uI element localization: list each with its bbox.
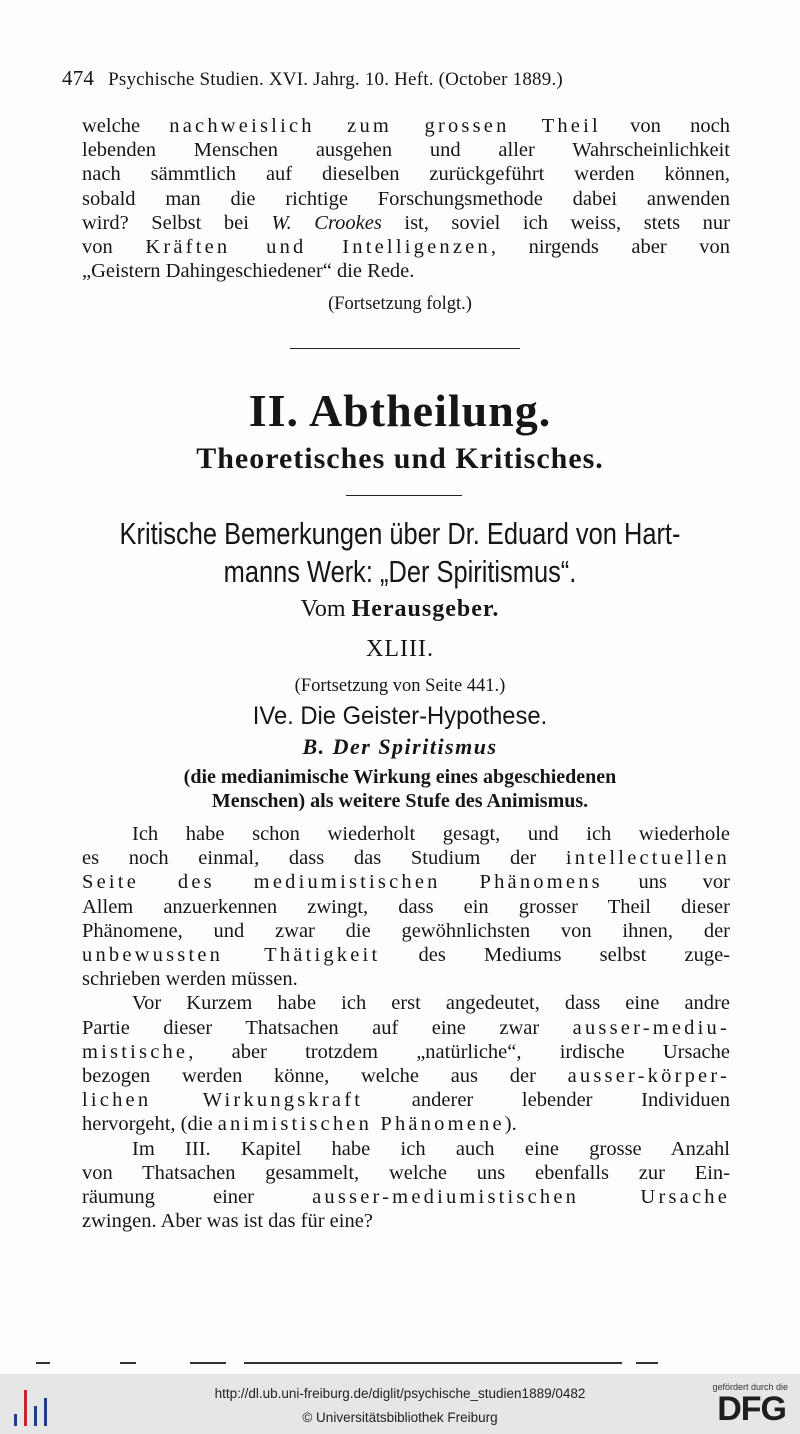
subtitle-divider bbox=[346, 495, 462, 496]
text-run: ). bbox=[504, 1113, 517, 1136]
text-line bbox=[82, 1016, 730, 1040]
continuation-note: (Fortsetzung von Seite 441.) bbox=[294, 676, 506, 696]
byline-prefix: Vom bbox=[300, 596, 346, 622]
section-title: II. Abtheilung. bbox=[248, 385, 552, 436]
text-line bbox=[82, 187, 730, 211]
text-run: sobald man die richtige Forschungsmethode dabei anwenden bbox=[82, 187, 730, 210]
running-title: Psychische Studien. XVI. Jahrg. 10. Heft. (October 1889.) bbox=[108, 69, 563, 90]
text-run: schrieben werden müssen. bbox=[82, 968, 298, 991]
permalink-url[interactable]: http://dl.ub.uni-freiburg.de/diglit/psychische_studien1889/0482 bbox=[214, 1386, 586, 1401]
subheading-line-2: Menschen) als weitere Stufe des Animismus. bbox=[211, 790, 589, 812]
text-run: des Mediums selbst zuge- bbox=[380, 944, 731, 967]
text-run: anderer lebender Individuen bbox=[363, 1089, 730, 1112]
text-line bbox=[82, 1064, 730, 1088]
fortsetzung-folgt: (Fortsetzung folgt.) bbox=[328, 294, 472, 314]
text-line bbox=[82, 1112, 730, 1136]
subheading-line-1: (die medianimische Wirkung eines abgeschiedenen bbox=[183, 766, 617, 788]
text-run: es noch einmal, dass das Studium der bbox=[82, 847, 566, 870]
copyright-notice: © Universitätsbibliothek Freiburg bbox=[302, 1410, 498, 1425]
italic-name: W. Crookes bbox=[271, 211, 382, 234]
text-run: wird? Selbst bei bbox=[82, 211, 272, 234]
text-line bbox=[82, 138, 730, 162]
text-run: hervorgeht, (die bbox=[82, 1113, 218, 1136]
running-header bbox=[62, 66, 710, 91]
spaced-emphasis: ausser-körper- bbox=[567, 1065, 730, 1088]
text-run: Allem anzuerkennen zwingt, dass ein grosser Theil dieser bbox=[82, 895, 730, 918]
top-paragraph bbox=[82, 114, 730, 283]
dfg-logo: DFG bbox=[717, 1390, 786, 1428]
spaced-emphasis: Seite des mediumistischen Phänomens bbox=[82, 871, 603, 894]
text-line bbox=[82, 1088, 730, 1112]
text-line bbox=[82, 991, 730, 1015]
text-run: von noch bbox=[600, 115, 730, 137]
text-line bbox=[82, 846, 730, 870]
text-line bbox=[82, 870, 730, 894]
text-line bbox=[82, 235, 730, 259]
text-line bbox=[82, 259, 730, 283]
text-line bbox=[82, 114, 730, 138]
article-number: XLIII. bbox=[366, 636, 434, 662]
spaced-emphasis: animistischen Phänomene bbox=[217, 1113, 505, 1136]
page-number: 474 bbox=[62, 66, 95, 90]
funder-note: gefördert durch die bbox=[712, 1382, 788, 1392]
article-title-line-2: manns Werk: „Der Spiritismus“. bbox=[223, 554, 577, 589]
text-line bbox=[82, 895, 730, 919]
text-line bbox=[82, 1137, 730, 1161]
text-run: von bbox=[82, 236, 146, 259]
spaced-emphasis: unbewussten Thätigkeit bbox=[82, 944, 381, 967]
text-line bbox=[82, 211, 730, 235]
text-run: Partie dieser Thatsachen auf eine zwar bbox=[82, 1016, 573, 1039]
chapter-heading: IVe. Die Geister-Hypothese. bbox=[252, 702, 548, 730]
article-title-line-1: Kritische Bemerkungen über Dr. Eduard von Hart- bbox=[119, 516, 681, 551]
text-run: bezogen werden könne, welche aus der bbox=[82, 1065, 568, 1088]
text-run: , nirgends aber von bbox=[490, 236, 731, 259]
text-line bbox=[82, 1209, 730, 1233]
text-line bbox=[82, 162, 730, 186]
spaced-emphasis: lichen Wirkungskraft bbox=[82, 1089, 364, 1112]
spaced-emphasis: Kräften und Intelligenzen bbox=[145, 236, 491, 259]
scan-artifact-rule bbox=[636, 1362, 658, 1364]
text-run: Vor Kurzem habe ich erst angedeutet, dass eine andre bbox=[132, 992, 730, 1015]
spaced-emphasis: ausser-mediu- bbox=[572, 1016, 730, 1039]
text-run: räumung einer bbox=[82, 1186, 313, 1209]
text-run: Ich habe schon wiederholt gesagt, und ich wiederhole bbox=[132, 823, 730, 845]
text-line bbox=[82, 919, 730, 943]
text-line bbox=[82, 1161, 730, 1185]
section-divider bbox=[290, 348, 520, 349]
text-run: „Geistern Dahingeschiedener“ die Rede. bbox=[82, 260, 415, 283]
spaced-emphasis: ausser-mediumistischen Ursache bbox=[312, 1186, 730, 1209]
text-line bbox=[82, 967, 730, 991]
section-heading: B. Der Spiritismus bbox=[302, 734, 498, 759]
body-paragraph bbox=[82, 822, 730, 1233]
text-run: Im III. Kapitel habe ich auch eine grosse Anzahl bbox=[132, 1137, 730, 1160]
text-run: Phänomene, und zwar die gewöhnlichsten von ihnen, der bbox=[82, 919, 730, 942]
spaced-emphasis: mistische bbox=[82, 1040, 189, 1063]
text-run: welche bbox=[82, 115, 170, 137]
text-run: nach sämmtlich auf dieselben zurückgeführt werden können, bbox=[82, 163, 730, 186]
spaced-emphasis: nachweislich zum grossen Theil bbox=[169, 115, 601, 137]
text-run: ist, soviel ich weiss, stets nur bbox=[381, 211, 730, 234]
scan-artifact-rule bbox=[190, 1362, 226, 1364]
text-run: , aber trotzdem „natürliche“, irdische Ursache bbox=[188, 1040, 730, 1063]
text-run: von Thatsachen gesammelt, welche uns ebenfalls zur Ein- bbox=[82, 1161, 730, 1184]
viewer-footer bbox=[0, 1374, 800, 1434]
text-line bbox=[82, 822, 730, 846]
scan-artifact-rule bbox=[36, 1362, 50, 1364]
byline bbox=[0, 596, 800, 623]
text-run: uns vor bbox=[602, 871, 731, 894]
text-run: lebenden Menschen ausgehen und aller Wahrscheinlichkeit bbox=[82, 139, 730, 162]
section-subtitle: Theoretisches und Kritisches. bbox=[196, 442, 604, 475]
spaced-emphasis: intellectuellen bbox=[565, 847, 730, 870]
byline-author: Herausgeber. bbox=[351, 596, 500, 622]
scan-artifact-rule bbox=[244, 1362, 622, 1364]
text-line bbox=[82, 1040, 730, 1064]
text-line bbox=[82, 1185, 730, 1209]
scan-artifact-rule bbox=[120, 1362, 136, 1364]
text-line bbox=[82, 943, 730, 967]
text-run: zwingen. Aber was ist das für eine? bbox=[82, 1210, 373, 1233]
